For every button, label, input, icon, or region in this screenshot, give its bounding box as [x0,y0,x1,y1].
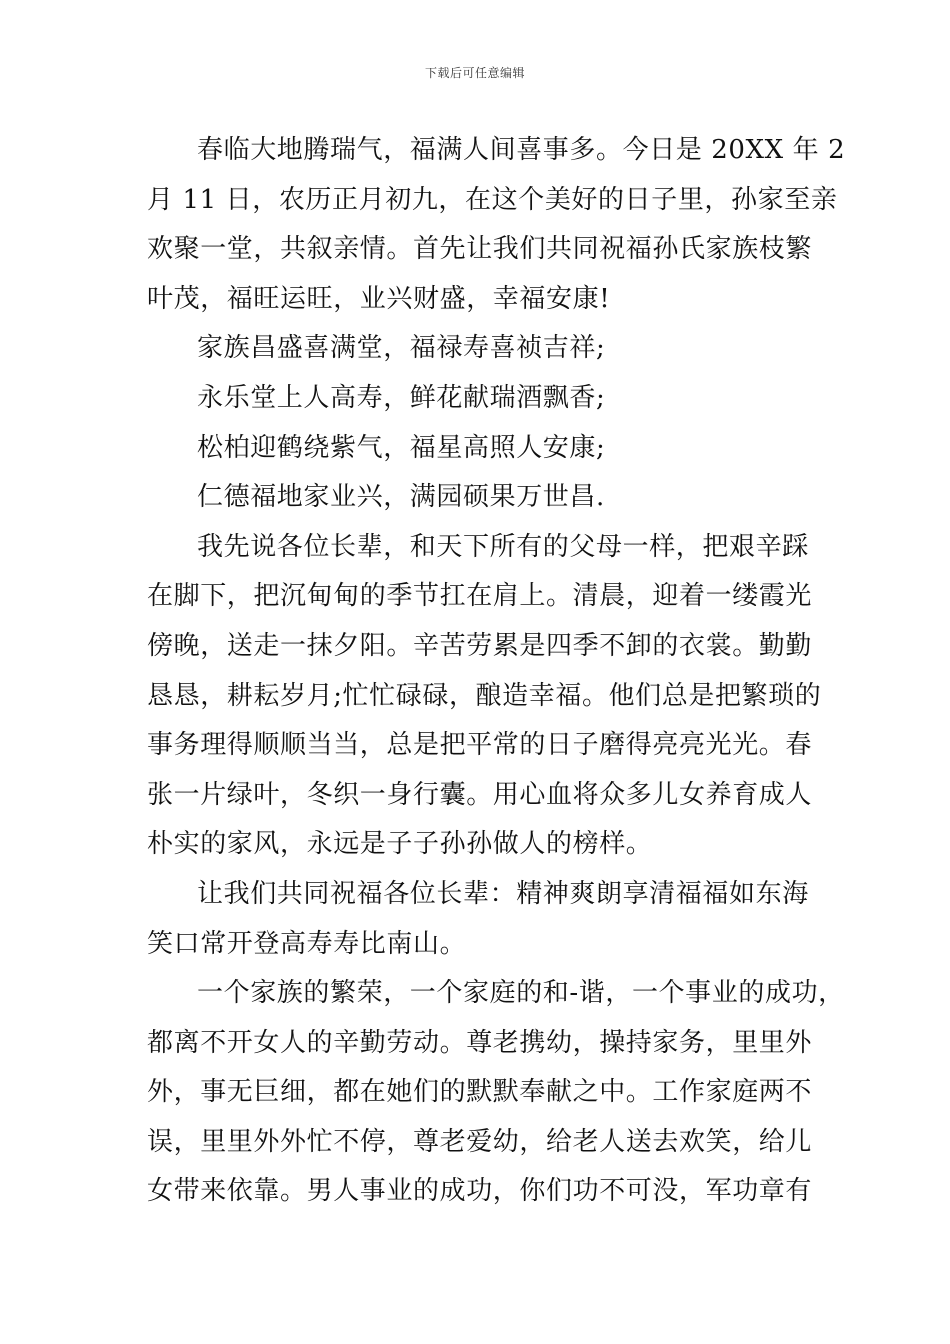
text-line: 外，事无巨细，都在她们的默默奉献之中。工作家庭两不 [147,1077,813,1108]
text-line: 傍晚，送走一抹夕阳。辛苦劳累是四季不卸的衣裳。勤勤 [147,630,813,661]
text-line: 永乐堂上人高寿，鲜花献瑞酒飘香; [197,382,606,413]
page-header: 下载后可任意编辑 [424,66,525,80]
text-line: 松柏迎鹤绕紫气，福星高照人安康; [197,432,606,463]
text-line: 月 11 日，农历正月初九，在这个美好的日子里，孙家至亲 [147,184,838,215]
text-line: 张一片绿叶，冬织一身行囊。用心血将众多儿女养育成人 [147,779,813,810]
text-line: 让我们共同祝福各位长辈：精神爽朗享清福福如东海 [197,878,809,909]
text-line: 笑口常开登高寿寿比南山。 [147,928,467,959]
text-line: 我先说各位长辈，和天下所有的父母一样，把艰辛踩 [197,531,809,562]
text-line: 一个家族的繁荣，一个家庭的和-谐，一个事业的成功， [197,978,845,1009]
text-line: 家族昌盛喜满堂，福禄寿喜祯吉祥; [197,333,606,364]
document-body [147,126,846,1217]
text-line: 仁德福地家业兴，满园硕果万世昌. [197,482,605,513]
text-line: 在脚下，把沉甸甸的季节扛在肩上。清晨，迎着一缕霞光 [147,581,813,612]
text-line: 都离不开女人的辛勤劳动。尊老携幼，操持家务，里里外 [147,1027,813,1058]
text-line: 朴实的家风，永远是子子孙孙做人的榜样。 [147,829,653,860]
text-line: 误，里里外外忙不停，尊老爱幼，给老人送去欢笑，给儿 [147,1126,813,1157]
text-line: 女带来依靠。男人事业的成功，你们功不可没，军功章有 [147,1176,813,1207]
text-line: 春临大地腾瑞气，福满人间喜事多。今日是 20XX 年 2 [197,135,846,165]
text-line: 欢聚一堂，共叙亲情。首先让我们共同祝福孙氏家族枝繁 [147,234,813,265]
text-line: 恳恳，耕耘岁月;忙忙碌碌，酿造幸福。他们总是把繁琐的 [147,680,822,711]
text-line: 事务理得顺顺当当，总是把平常的日子磨得亮亮光光。春 [147,730,813,761]
text-line: 叶茂，福旺运旺，业兴财盛，幸福安康! [147,283,611,314]
